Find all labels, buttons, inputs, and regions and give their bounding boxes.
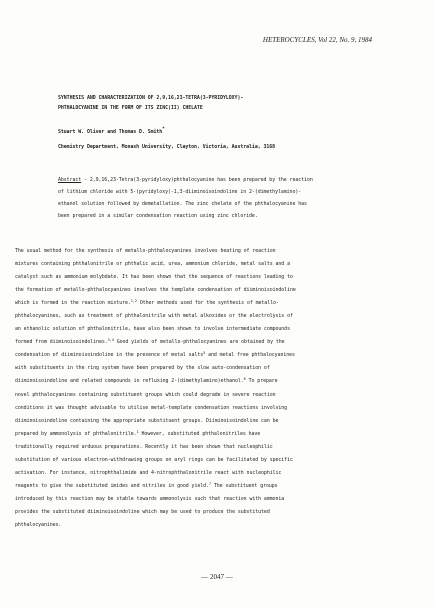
body-line [15, 310, 390, 323]
abstract-line-text: - 2,9,16,23-Tetra(3-pyridyloxy)phthalocyanine has been prepared by the reaction [81, 177, 313, 183]
body-line-text: traditionally required arduous preparations. Recently it has been shown that nucleophilic [15, 443, 273, 450]
body-line-text-cont: and metal free phthalocyanines [205, 352, 295, 359]
reference-marker: 6 [243, 377, 246, 382]
body-line [15, 402, 390, 415]
abstract-label: Abstract [58, 177, 82, 183]
abstract-line [58, 174, 378, 186]
body-line-text: reagents to give the substituted imides and nitriles in good yield. [15, 482, 209, 489]
body-line-text: an ethanolic solution of phthalonitrile, have also been shown to involve intermediate compounds [15, 326, 290, 333]
abstract-line [58, 210, 378, 222]
page-number: — 2047 — [201, 573, 233, 581]
body-line-text-cont: The substituent groups [211, 482, 278, 489]
body-line-text: the formation of metallo-phthalocyanines involves the template condensation of diiminoisoindoline [15, 287, 296, 294]
author-names-text: Stuart W. Oliver and Thomas D. Smith [58, 129, 163, 135]
title-line-2: PHTHALOCYANINE IN THE FORM OF ITS ZINC(II) CHELATE [58, 104, 203, 111]
corresponding-author-mark: * [162, 126, 165, 131]
body-line [15, 336, 390, 349]
body-line-text: introduced by this reaction may be stable towards ammonolysis such that reaction with ammonia [15, 495, 285, 502]
reference-marker: 7 [208, 481, 211, 486]
reference-marker: 3,4 [107, 338, 114, 343]
body-line-text: substitution of various electron-withdrawing groups on aryl rings can be facilitated by specific [15, 456, 293, 463]
body-line-text: catalyst such as ammonium molybdate. It has been shown that the sequence of reactions leading to [15, 274, 293, 281]
body-line-text: phthalocyanines. [15, 521, 62, 528]
abstract-line-text: been prepared in a similar condensation reaction using zinc chloride. [58, 213, 258, 219]
body-line-text: mixtures containing phthalonitrile or phthalic acid, urea, ammonium chloride, metal salts and a [15, 261, 290, 268]
body-line [15, 362, 390, 375]
body-line-text: phthalocyanines, such as treatment of phthalonitrile with metal alkoxides or the electrolysis of [15, 313, 293, 320]
body-line-text-cont: To prepare [245, 378, 278, 385]
body-line-text: formed from diiminoisoindolines. [15, 339, 108, 346]
body-line-text-cont: Other methods used for the synthesis of metallo- [136, 300, 279, 307]
running-header: HETEROCYCLES, Vol 22, No. 9, 1984 [262, 36, 372, 44]
body-line-text: prepared by ammonolysis of phthalonitrile. [15, 430, 137, 437]
body-line [15, 271, 390, 284]
body-line-text: diiminoisoindoline and related compounds in refluxing 2-(dimethylamino)ethanol. [15, 378, 244, 385]
body-text [15, 245, 390, 532]
body-line [15, 493, 390, 506]
body-line-text-cont: However, substituted phthalonitriles have [138, 430, 261, 437]
body-line [15, 284, 390, 297]
body-line [15, 480, 390, 493]
body-line [15, 245, 390, 258]
body-line [15, 506, 390, 519]
body-line [15, 454, 390, 467]
reference-marker: 1 [136, 429, 139, 434]
body-line-text: which is formed in the reaction mixture. [15, 300, 131, 307]
body-line-text-cont: Good yields of metallo-phthalocyanines are obtained by the [113, 339, 285, 346]
body-line [15, 389, 390, 402]
author-affiliation: Chemistry Department, Monash University, Clayton, Victoria, Australia, 3168 [58, 144, 276, 150]
abstract-line-text: of lithium chloride with 5-(pyridyloxy)-1,3-diiminoisoindoline in 2-(dimethylamino)- [58, 189, 302, 195]
title-line-1: SYNTHESIS AND CHARACTERIZATION OF 2,9,16,23-TETRA(3-PYRIDYLOXY)- [58, 95, 244, 101]
body-line [15, 258, 390, 271]
body-line-text: diiminoisoindoline containing the appropriate substituent groups. Diiminoisoindoline can be [15, 417, 279, 424]
body-line [15, 349, 390, 362]
body-line-text: provides the substituted diiminoisoindoline which may be used to produce the substituted [15, 508, 270, 515]
body-line [15, 428, 390, 441]
body-line-text: activation. For instance, nitrophthalimide and 4-nitrophthalonitrile react with nucleophilic [15, 469, 282, 476]
abstract-line [58, 198, 378, 210]
abstract-line [58, 186, 378, 198]
body-line [15, 441, 390, 454]
reference-marker: 1,2 [130, 299, 137, 304]
body-line-text: The usual method for the synthesis of metallo-phthalocyanines involves heating of reaction [15, 248, 276, 254]
body-line-text: condensation of diiminoisoindoline in the presence of metal salts [15, 352, 204, 359]
body-line [15, 375, 390, 388]
body-line-text: conditions it was thought advisable to utilise metal-template condensation reactions involving [15, 404, 288, 411]
abstract [58, 174, 378, 222]
article-title [58, 94, 243, 113]
reference-marker: 5 [203, 351, 206, 356]
body-line [15, 415, 390, 428]
author-names [58, 126, 165, 135]
body-line-text: novel phthalocyanines containing substituent groups which could degrade in severe reaction [15, 391, 276, 398]
abstract-line-text: ethanol solution followed by demetallation. The zinc chelate of the phthalocyanine has [58, 201, 307, 207]
body-line-text: with substituents in the ring system have been prepared by the slow auto-condensation of [15, 365, 270, 372]
body-line [15, 519, 390, 532]
body-line [15, 323, 390, 336]
body-line [15, 467, 390, 480]
body-line [15, 297, 390, 310]
